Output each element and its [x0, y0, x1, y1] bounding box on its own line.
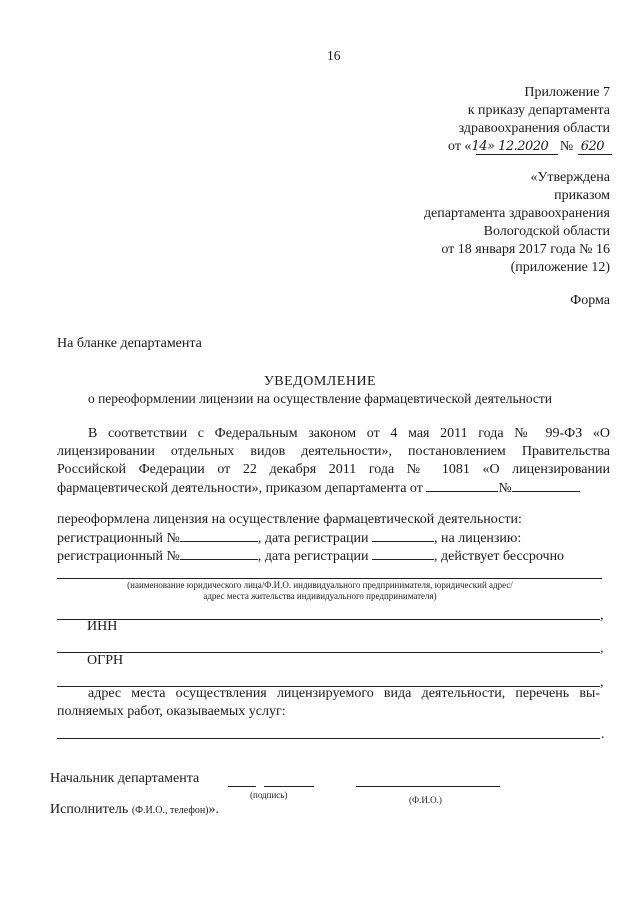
appendix-line-1: Приложение 7 [524, 85, 610, 100]
inn-label: ИНН [87, 619, 118, 634]
reg-date-blank-1[interactable] [372, 529, 434, 542]
approved-line-3: департамента здравоохранения [423, 206, 610, 221]
appendix-date-underline [476, 154, 558, 155]
signature-line-b[interactable] [264, 786, 314, 787]
document-title: УВЕДОМЛЕНИЕ [263, 374, 377, 389]
reg-date-label-1: , дата регистрации [257, 531, 369, 546]
paragraph-line-3: Российской Федерации от 22 декабря 2011 года № 1081 «О лицензировании [57, 462, 610, 477]
entity-caption-line-2: адрес места жительства индивидуального предпринимателя) [203, 591, 437, 601]
approved-line-6: (приложение 12) [510, 260, 610, 275]
reg-number-label-1: регистрационный № [57, 531, 180, 546]
appendix-date-rest: » 12.2020 [486, 139, 549, 154]
ogrn-label: ОГРН [87, 653, 124, 668]
paragraph-line-4 [57, 479, 580, 498]
address-line-2: полняемых работ, оказываемых услуг: [57, 704, 286, 719]
executor-note: (Ф.И.О., телефон) [131, 805, 209, 816]
executor-label: Исполнитель [50, 802, 129, 817]
order-number-blank[interactable] [512, 479, 580, 492]
validity-label: , действует бессрочно [434, 549, 565, 564]
form-label: Форма [570, 293, 610, 308]
approved-line-1: «Утверждена [530, 170, 610, 185]
appendix-number-sign: № [559, 139, 574, 154]
reg-date-label-2: , дата регистрации [257, 549, 369, 564]
to-license-label: , на лицензию: [434, 531, 522, 546]
entity-caption-line-1: (наименование юридического лица/Ф.И.О. индивидуального предпринимателя, юридический адрес/ [127, 580, 513, 590]
name-line[interactable] [356, 786, 500, 787]
appendix-number-value: 620 [580, 139, 605, 154]
address-line[interactable] [57, 738, 600, 739]
entity-line-comma: , [600, 608, 604, 623]
address-line-1: адрес места осуществления лицензируемого вида деятельности, перечень вы- [88, 686, 600, 701]
inn-line[interactable] [57, 652, 600, 653]
name-caption: (Ф.И.О.) [409, 795, 442, 805]
paragraph-line-2: лицензировании отдельных видов деятельности», постановлением Правительства [57, 444, 610, 459]
signature-line-a[interactable] [228, 786, 256, 787]
reg-number-blank-2[interactable] [180, 547, 258, 560]
paragraph-line-4-text: фармацевтической деятельности», приказом департамента от [57, 481, 423, 496]
paragraph-line-1: В соответствии с Федеральным законом от 4 мая 2011 года № 99-ФЗ «О [88, 426, 610, 441]
page-number: 16 [327, 48, 341, 63]
approved-line-4: Вологодской области [483, 224, 610, 239]
ogrn-line-comma: , [600, 675, 604, 690]
head-of-department-label: Начальник департамента [50, 771, 200, 786]
signature-caption: (подпись) [250, 790, 288, 800]
reissued-line-3 [57, 547, 564, 566]
reissued-line-2 [57, 529, 521, 548]
entity-name-line[interactable] [57, 578, 602, 579]
letterhead-note: На бланке департамента [57, 336, 202, 351]
appendix-number-underline [578, 154, 612, 155]
approved-line-2: приказом [554, 188, 610, 203]
executor-line [50, 801, 219, 820]
appendix-line-2: к приказу департамента [467, 103, 610, 118]
reg-number-blank-1[interactable] [180, 529, 258, 542]
appendix-date-prefix: от « [448, 139, 472, 154]
inn-line-comma: , [600, 641, 604, 656]
reg-date-blank-2[interactable] [372, 547, 434, 560]
order-date-blank[interactable] [426, 479, 498, 492]
reg-number-label-2: регистрационный № [57, 549, 180, 564]
appendix-date-day: 14 [471, 139, 487, 154]
entity-name-line-2[interactable] [57, 619, 600, 620]
address-line-end: . [601, 727, 605, 742]
executor-end: ». [208, 802, 220, 817]
order-number-sign: № [498, 481, 512, 496]
document-subtitle: о переоформлении лицензии на осуществление фармацевтической деятельности [87, 391, 553, 406]
approved-line-5: от 18 января 2017 года № 16 [441, 242, 610, 257]
appendix-line-3: здравоохранения области [458, 121, 610, 136]
reissued-line-1: переоформлена лицензия на осуществление фармацевтической деятельности: [57, 512, 522, 527]
